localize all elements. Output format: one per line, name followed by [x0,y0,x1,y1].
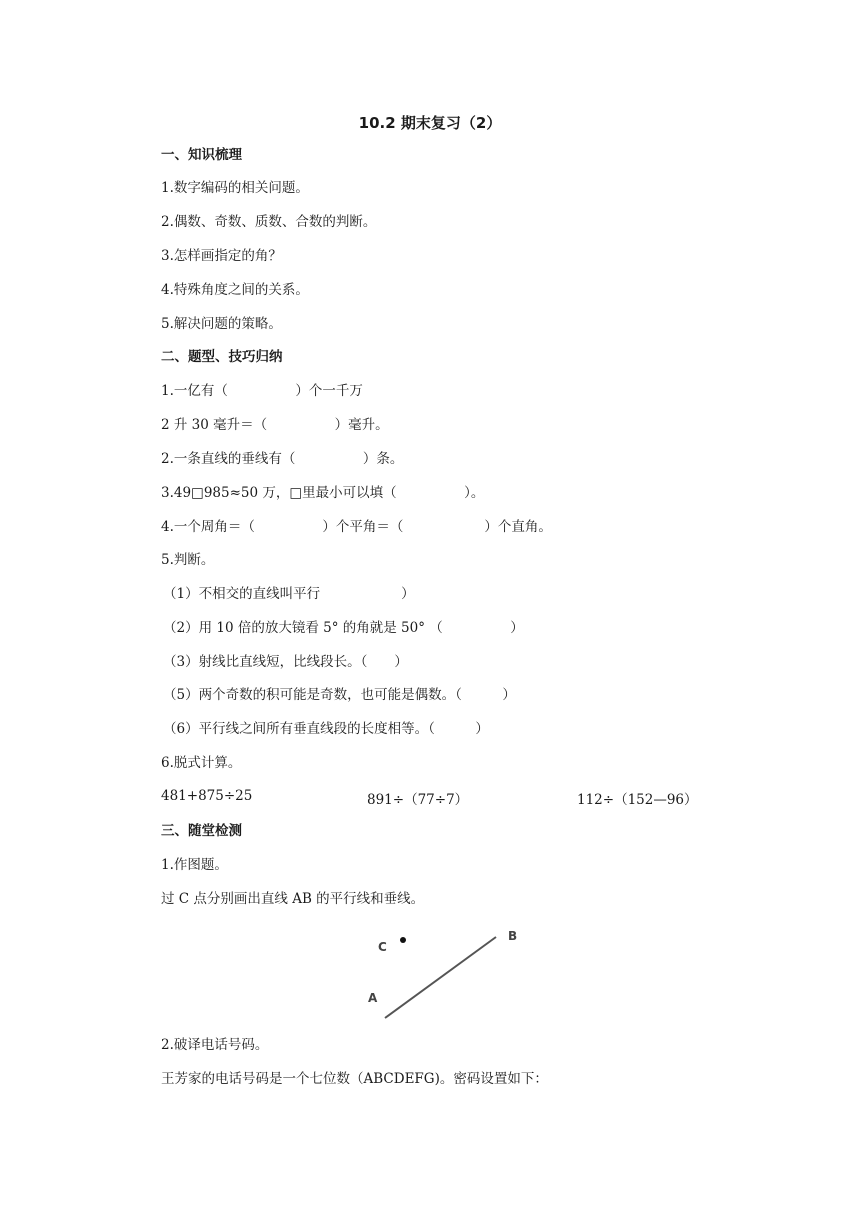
section1-heading: 一、知识梳理 [161,147,242,163]
judge-item: （2）用 10 倍的放大镜看 5° 的角就是 50° （ ） [163,620,524,636]
section3-question-2: 2.破译电话号码。 [161,1037,269,1053]
judge-item: （5）两个奇数的积可能是奇数，也可能是偶数。（ ） [163,687,516,703]
judge-item: （3）射线比直线短，比线段长。（ ） [163,654,408,670]
section1-item: 4.特殊角度之间的关系。 [161,282,309,298]
judge-item: （1）不相交的直线叫平行 ） [163,586,415,602]
section1-item: 3.怎样画指定的角？ [161,248,282,264]
page-title: 10.2 期末复习（2） [358,114,502,132]
section3-question-1-text: 过 C 点分别画出直线 AB 的平行线和垂线。 [161,891,425,907]
label-c: C [378,940,387,954]
section1-item: 5.解决问题的策略。 [161,316,282,332]
question-6: 6.脱式计算。 [161,755,242,771]
question-5: 5.判断。 [161,552,215,568]
question-4: 4.一个周角＝（ ）个平角＝（ ）个直角。 [161,519,552,535]
section1-item: 2.偶数、奇数、质数、合数的判断。 [161,214,377,230]
geometry-figure [350,920,530,1030]
section3-question-1: 1.作图题。 [161,857,228,873]
calc-expression: 891÷（77÷7） [367,792,469,808]
question-2: 2.一条直线的垂线有（ ）条。 [161,451,404,467]
calc-expression: 481+875÷25 [161,788,253,804]
section3-question-2-text: 王芳家的电话号码是一个七位数（ABCDEFG)。密码设置如下： [161,1071,548,1087]
label-b: B [508,929,518,943]
section2-heading: 二、题型、技巧归纳 [161,349,283,365]
question-3: 3.49□985≈50 万，□里最小可以填（ ）。 [161,485,485,501]
question-1b: 2 升 30 毫升＝（ ）毫升。 [161,417,389,433]
point-c [400,937,406,943]
question-1: 1.一亿有（ ）个一千万 [161,383,363,399]
label-a: A [368,991,378,1005]
judge-item: （6）平行线之间所有垂直线段的长度相等。（ ） [163,721,489,737]
section3-heading: 三、随堂检测 [161,823,242,839]
section1-item: 1.数字编码的相关问题。 [161,180,309,196]
line-ab [385,937,496,1018]
calc-expression: 112÷（152—96） [577,792,698,808]
